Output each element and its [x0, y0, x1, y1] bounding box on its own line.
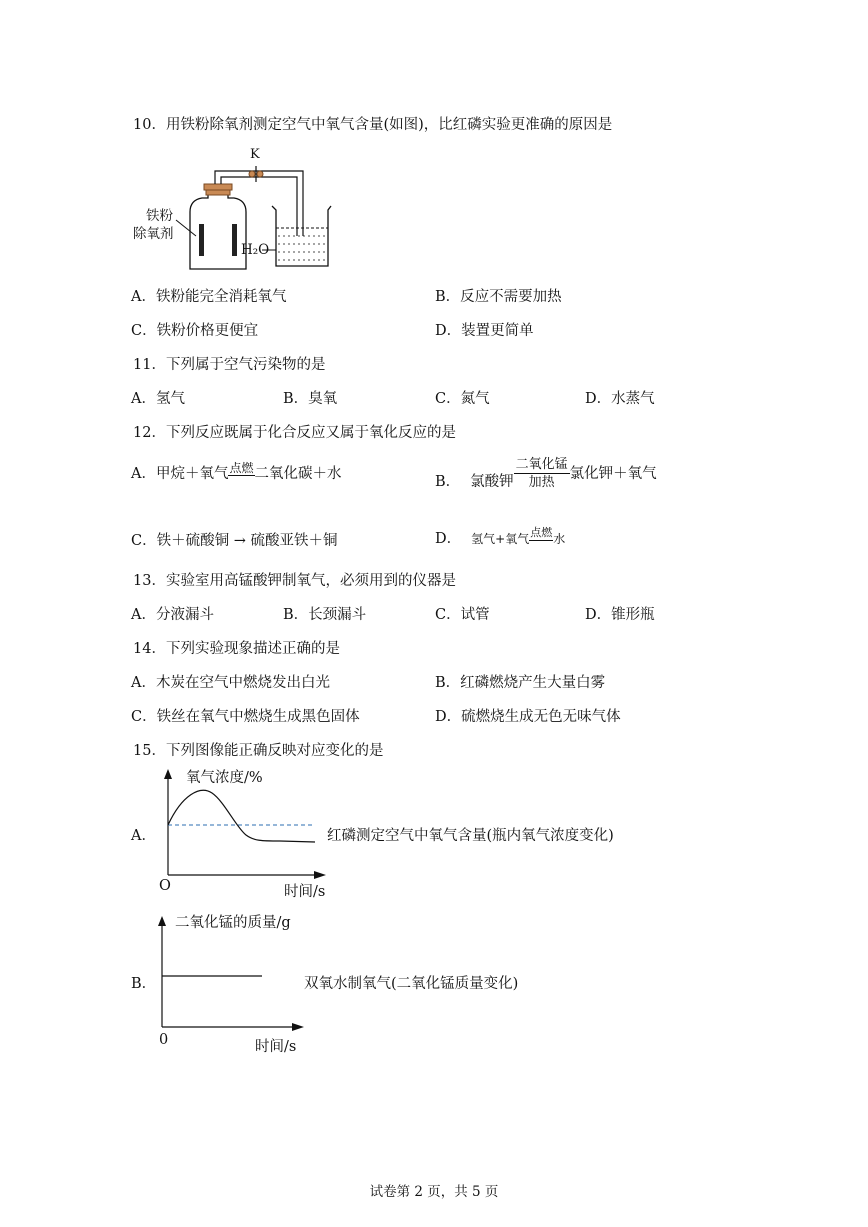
q13-option-a: A．分液漏斗 — [131, 607, 214, 623]
q12-b-condition: $\frac{\text{二氧化锰}}{\text{加热}}$ — [515, 457, 568, 490]
q12-b-reactants: 氯酸钾 — [470, 473, 514, 490]
graph-b-caption: 双氧水制氧气(二氧化锰质量变化) — [304, 976, 519, 992]
graph-a-ylabel: 氧气浓度/% — [186, 770, 263, 786]
q13-option-b: B．长颈漏斗 — [283, 607, 367, 623]
graph-a-xlabel: 时间/s — [284, 884, 326, 900]
q14-option-d: D．硫燃烧生成无色无味气体 — [435, 709, 621, 725]
iron-label-2: 除氧剂 — [133, 226, 174, 242]
q11-option-a: A．氢气 — [131, 391, 185, 407]
q12-option-b — [435, 456, 657, 491]
q12-b-products: 氯化钾＋氧气 — [569, 465, 657, 482]
graph-b-origin: 0 — [159, 1032, 169, 1048]
q13-option-c: C．试管 — [435, 607, 490, 623]
question-11-stem: 11．下列属于空气污染物的是 — [133, 357, 326, 373]
iron-label-1: 铁粉 — [146, 208, 173, 224]
q10-option-a: A．铁粉能完全消耗氧气 — [131, 289, 287, 305]
q13-option-d: D．锥形瓶 — [585, 607, 655, 623]
q14-option-c: C．铁丝在氧气中燃烧生成黑色固体 — [131, 709, 360, 725]
q15-option-a-letter: A． — [131, 828, 156, 844]
q12-a-condition: 点燃 — [229, 460, 254, 475]
q12-option-c: C．铁＋硫酸铜 → 硫酸亚铁＋铜 — [131, 533, 338, 549]
graph-a-caption: 红磷测定空气中氧气含量(瓶内氧气浓度变化) — [327, 828, 614, 844]
question-15-stem: 15．下列图像能正确反映对应变化的是 — [133, 743, 384, 759]
q11-option-d: D．水蒸气 — [585, 391, 655, 407]
q11-option-b: B．臭氧 — [283, 391, 338, 407]
question-10-stem: 10．用铁粉除氧剂测定空气中氧气含量(如图)，比红磷实验更准确的原因是 — [133, 117, 613, 133]
q10-option-b: B．反应不需要加热 — [435, 289, 562, 305]
q11-option-c: C．氮气 — [435, 391, 490, 407]
q12-option-d: D． 氢气+氧气 点燃 水 — [435, 525, 566, 547]
water-label: H₂O — [241, 242, 270, 258]
q12-a-products: 二氧化碳＋水 — [254, 466, 342, 482]
q14-option-a: A．木炭在空气中燃烧发出白光 — [131, 675, 330, 691]
graph-a-curve — [168, 790, 315, 842]
q10-option-d: D．装置更简单 — [435, 323, 534, 339]
q12-b-letter: B． — [435, 473, 461, 490]
page-footer: 试卷第 2 页，共 5 页 — [369, 1184, 499, 1200]
q12-option-a — [131, 462, 342, 483]
graph-a-origin: O — [159, 878, 171, 894]
q12-c-equation: 铁＋硫酸铜 → 硫酸亚铁＋铜 — [156, 533, 338, 549]
q15-option-b-letter: B． — [131, 976, 157, 992]
q10-option-c: C．铁粉价格更便宜 — [131, 323, 259, 339]
q14-option-b: B．红磷燃烧产生大量白雾 — [435, 675, 606, 691]
q12-d-products: 水 — [553, 532, 566, 546]
graph-b-xlabel: 时间/s — [255, 1039, 297, 1055]
q12-a-letter: A． — [131, 466, 156, 482]
question-14-stem: 14．下列实验现象描述正确的是 — [133, 641, 340, 657]
question-13-stem: 13．实验室用高锰酸钾制氧气，必须用到的仪器是 — [133, 573, 456, 589]
graph-b-ylabel: 二氧化锰的质量/g — [175, 915, 291, 931]
question-12-stem: 12．下列反应既属于化合反应又属于氧化反应的是 — [133, 425, 456, 441]
q12-d-reactants: 氢气+氧气 — [471, 532, 530, 546]
clamp-label: K — [250, 147, 260, 162]
q12-a-reactants: 甲烷＋氧气 — [155, 466, 229, 482]
q12-d-condition: 点燃 — [530, 525, 553, 539]
